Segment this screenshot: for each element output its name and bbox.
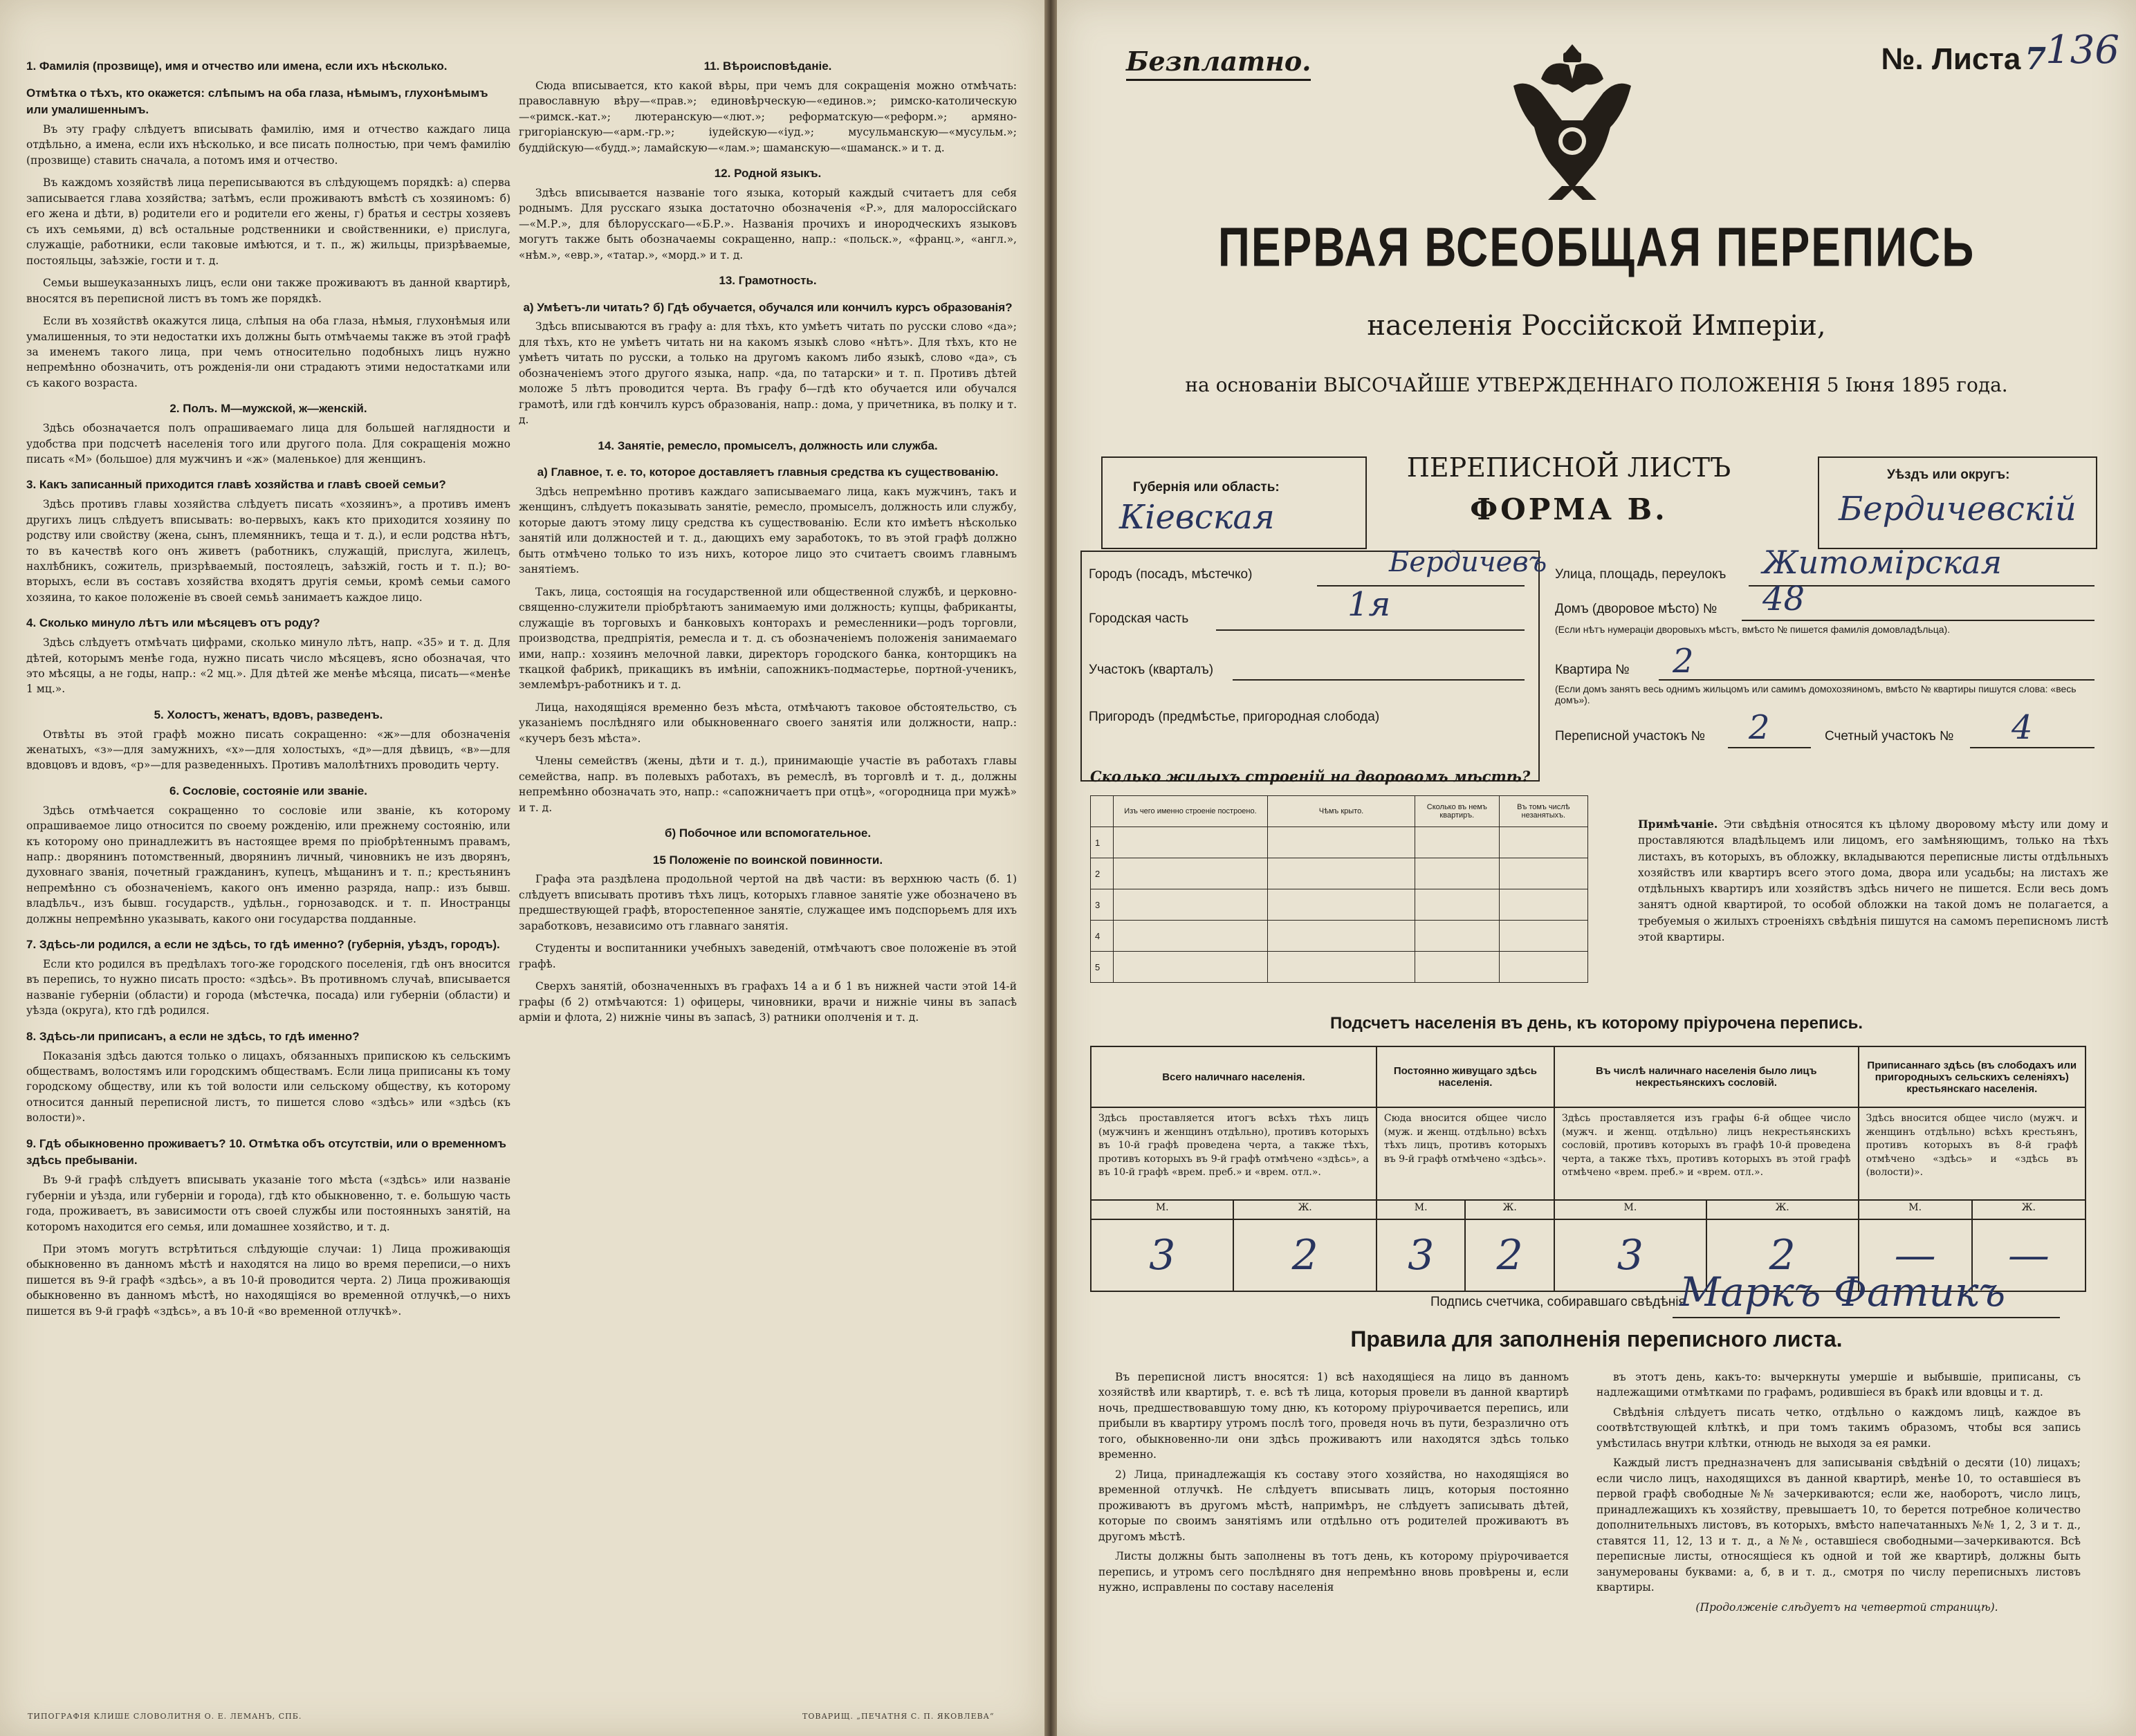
imprint-right: ТОВАРИЩ. „ПЕЧАТНЯ С. П. ЯКОВЛЕВА“ — [802, 1712, 995, 1721]
buildings-header-row — [1091, 796, 1588, 827]
count-header-peasant: Приписаннаго здѣсь (въ слободахъ или пригородныхъ сельскихъ селеніяхъ) крестьянскаго населенія. — [1859, 1046, 2086, 1107]
guberniya-value[interactable]: Кіевская — [1119, 498, 1275, 537]
instruction-paragraph: Если въ хозяйствѣ окажутся лица, слѣпыя на оба глаза, нѣмыя, глухонѣмыя или умалишенныя, то эти недостатки ихъ должны быть отмѣчаемы также въ этой графѣ за именемъ такого лица, при чемъ относительно подобныхъ лицъ нужно непремѣнно обозначить, отъ рожденія-ли они страдаютъ этими недостатками или съ какого возраста. — [26, 315, 510, 389]
section-heading: 6. Сословіе, состояніе или званіе. — [169, 784, 367, 797]
instruction-paragraph: Здѣсь обозначается полъ опрашиваемаго лица для большей наглядности и удобства при подсчетѣ населенія того или другого пола. Для сокращенія можно писать «М» (большое) для мужчинъ и «ж» (маленькое) для женщинъ. — [26, 422, 510, 465]
section-heading: 8. Здѣсь-ли приписанъ, а если не здѣсь, то гдѣ именно? — [26, 1029, 360, 1043]
chast-line — [1216, 629, 1525, 631]
count-header-row — [1091, 1046, 2086, 1107]
non-peasant-male-value[interactable]: 3 — [1554, 1219, 1706, 1291]
main-title: ПЕРВАЯ ВСЕОБЩАЯ ПЕРЕПИСЬ — [1217, 216, 1976, 278]
gorod-label: Городъ (посадъ, мѣстечко) — [1089, 567, 1253, 582]
instruction-paragraph: Въ каждомъ хозяйствѣ лица переписываются въ слѣдующемъ порядкѣ: а) сперва записывается глава хозяйства; затѣмъ, если проживаютъ вмѣстѣ съ хозяиномъ: б) его жена и дѣти, в) родители его и родители его жены, г) братья и сестры хозяевъ съ ихъ семьями, д) всѣ остальные родственники и свойственники, е) прислуга, служащіе, работники, если таковые имѣются, и т. п., ж) жильцы, призрѣваемые, постояльцы, заѣзжіе, гости и т. д. — [26, 176, 510, 267]
female-label: Ж. — [1706, 1200, 1859, 1219]
schetny-label: Счетный участокъ № — [1825, 729, 1954, 744]
buildings-cell[interactable] — [1499, 952, 1587, 983]
left-page — [0, 0, 1044, 1736]
instruction-paragraph: Графа эта раздѣлена продольной чертой на двѣ части: въ верхнюю часть (б. 1) слѣдуетъ вписывать противъ тѣхъ лицъ, которыхъ главное занятіе уже обозначено въ предшествующей графѣ, второстепенное занятіе, служащее имъ подспорьемъ для ихъ заработковъ, независимо отъ главнаго занятія. — [519, 873, 1017, 932]
male-label: М. — [1091, 1200, 1233, 1219]
permanent-male-value[interactable]: 3 — [1377, 1219, 1466, 1291]
male-label: М. — [1554, 1200, 1706, 1219]
count-desc-present: Здѣсь проставляется итогъ всѣхъ тѣхъ лицъ (мужчинъ и женщинъ отдѣльно), противъ которыхъ въ 10-й графѣ проведена черта, а также тѣхъ, противъ которыхъ въ 9-й графѣ отмѣчено «здѣсь», а въ 10-й графѣ «врем. преб.» и «врем. отл.». — [1091, 1107, 1377, 1200]
buildings-row — [1091, 889, 1588, 921]
section-heading: Отмѣтка о тѣхъ, кто окажется: слѣпымъ на оба глаза, нѣмымъ, глухонѣмымъ или умалишеннымъ. — [26, 86, 488, 117]
section-heading: 2. Полъ. М—мужской, ж—женскій. — [169, 402, 367, 416]
buildings-row-num: 3 — [1091, 889, 1114, 921]
uchastok-label: Участокъ (кварталъ) — [1089, 663, 1214, 677]
buildings-question: Сколько жилыхъ строеній на дворовомъ мѣстѣ? — [1090, 768, 1531, 785]
note-text: Эти свѣдѣнія относятся къ цѣлому дворовому мѣсту или дому и проставляются владѣльцемъ или лицомъ, его замѣняющимъ, только на тѣхъ листахъ, въ которыхъ, въ обложку, вкладываются переписные листы отдѣльныхъ хозяйствъ или квартиръ всего этого дома, двора или усадьбы; на листахъ же отдѣльныхъ квартиръ или хозяйствъ здѣсь ничего не пишется. Если весь домъ занятъ одной квартирой, то особой обложки на такой домъ не полагается, а требуемыя о жилыхъ строеніяхъ свѣдѣнія пишутся на самомъ переписномъ листѣ этой квартиры. — [1638, 818, 2108, 943]
right-page — [1057, 0, 2136, 1736]
rule-paragraph: 2) Лица, принадлежащія къ составу этого хозяйства, но находящіяся во временной отлучкѣ. Не слѣдуетъ вписывать лицъ, которыя постоянно проживаютъ въ другомъ мѣстѣ, напримѣръ, не слѣдуетъ записывать дѣтей, которые по своимъ занятіямъ или отдѣльно отъ родителей проживаютъ въ другомъ мѣстѣ. — [1098, 1468, 1569, 1543]
permanent-female-value[interactable]: 2 — [1465, 1219, 1554, 1291]
male-label: М. — [1859, 1200, 1972, 1219]
buildings-cell[interactable] — [1114, 952, 1268, 983]
buildings-header-material: Изъ чего именно строеніе построено. — [1114, 796, 1268, 827]
buildings-row — [1091, 858, 1588, 889]
dom-value[interactable]: 48 — [1762, 580, 1805, 618]
instruction-paragraph: Здѣсь вписывается названіе того языка, который каждый считаетъ для себя роднымъ. Для русскаго языка достаточно обозначенія «Р.», для малороссійскаго—«М.Р.», для бѣлорусскаго—«Б.Р.». Названія прочихъ и инородческихъ языковъ могутъ также быть обозначаемы сокращенно, напр.: «польск.», «франц.», «англ.», «нѣм.», «евр.», «татар.», «морд.» и т. д. — [519, 186, 1017, 261]
buildings-cell[interactable] — [1268, 952, 1415, 983]
buildings-cell[interactable] — [1415, 889, 1500, 921]
perepisnoy-label: Переписной участокъ № — [1555, 729, 1706, 744]
count-desc-non-peasant: Здѣсь проставляется изъ графы 6-й общее число (мужч. и женщ. отдѣльно) лицъ некрестьянскихъ сословій, противъ которыхъ въ графѣ 10-й проведена черта, а также тѣхъ, противъ которыхъ въ этой графѣ отмѣчено «врем. преб.» и «врем. отл.». — [1554, 1107, 1859, 1200]
rule-paragraph: Въ переписной листъ вносятся: 1) всѣ находящіеся на лицо въ данномъ хозяйствѣ или квартирѣ, т. е. всѣ тѣ лица, которыя провели въ данной квартирѣ ночь, предшествовавшую тому дню, къ которому пріурочивается перепись, или прибыли въ квартиру утромъ послѣ того, проведя ночь въ пути, безразлично отъ того, обыкновенно-ли они здѣсь проживаютъ или находятся здѣсь только временно. — [1098, 1371, 1569, 1461]
buildings-cell[interactable] — [1499, 858, 1587, 889]
section-heading: 11. Вѣроисповѣданіе. — [703, 59, 832, 73]
double-headed-eagle-icon — [1500, 37, 1645, 203]
sheet-number-value: 7 — [2025, 41, 2046, 77]
population-count-table — [1090, 1046, 2086, 1292]
rules-column-left — [1098, 1369, 1569, 1600]
instruction-paragraph: Здѣсь противъ главы хозяйства слѣдуетъ писать «хозяинъ», а противъ именъ другихъ лицъ слѣдуетъ вписывать: во-первыхъ, какъ кто приходится хозяину по родству или свойству (жена, сынъ, племянникъ, теща и т. д.), и если родства нѣтъ, то въ качествѣ кого онъ живетъ (работникъ, служащій, прислуга, жилецъ, нахлѣбникъ, сожитель, призрѣваемый, постоялецъ, заѣзжій, гость и т. п.); во-вторыхъ, если въ составъ хозяйства входятъ другія семьи, кромѣ семьи самого хозяина, то какое положеніе въ своей семьѣ занимаетъ каждое лицо. — [26, 498, 510, 604]
section-heading: 13. Грамотность. — [719, 273, 817, 287]
section-heading: 15 Положеніе по воинской повинности. — [652, 853, 883, 867]
instruction-paragraph: Семьи вышеуказанныхъ лицъ, если они также проживаютъ въ данной квартирѣ, вносятся въ переписной листъ въ томъ же порядкѣ. — [26, 277, 510, 305]
buildings-cell[interactable] — [1114, 827, 1268, 858]
buildings-cell[interactable] — [1415, 921, 1500, 952]
kvartira-line — [1659, 679, 2094, 681]
dom-note: (Если нѣтъ нумераціи дворовыхъ мѣстъ, вмѣсто № пишется фамилія домовладѣльца). — [1555, 624, 1951, 635]
signature-line — [1673, 1317, 2060, 1318]
dom-label: Домъ (дворовое мѣсто) № — [1555, 602, 1718, 616]
buildings-cell[interactable] — [1499, 827, 1587, 858]
rules-continuation: (Продолженіе слѣдуетъ на четвертой страницѣ). — [1695, 1600, 1998, 1614]
prigorod-label: Пригородъ (предмѣстье, пригородная слобода) — [1089, 710, 1380, 724]
instruction-paragraph: Члены семействъ (жены, дѣти и т. д.), принимающіе участіе въ работахъ главы семейства, напр. въ полевыхъ работахъ, въ ремеслѣ, въ торговлѣ и т. д., должны непремѣнно обозначать это, напр.: «сапожничаетъ при отцѣ», «огородница при мужѣ» и т. д. — [519, 755, 1017, 814]
guberniya-label: Губернія или область: — [1133, 480, 1280, 495]
kvartira-note: (Если домъ занятъ весь однимъ жильцомъ или самимъ домохозяиномъ, вмѣсто № квартиры пишутся слова: «весь домъ»). — [1555, 683, 2077, 705]
uezd-value[interactable]: Бердичевскій — [1839, 490, 2077, 528]
instruction-paragraph: Сюда вписывается, кто какой вѣры, при чемъ для сокращенія можно отмѣчать: православную вѣру—«прав.»; единовѣрческую—«единов.»; римско-католическую—«римск.-кат.»; лютеранскую—«лют.»; реформатскую—«реформ.»; армяно-григоріанскую—«арм.-гр.»; іудейскую—«іуд.»; мусульманскую—«мусульм.»; буддійскую—«будд.»; ламайскую—«лам.»; шаманскую—«шаманск.» и т. д. — [519, 79, 1017, 154]
gorod-value[interactable]: Бердичевъ — [1389, 546, 1547, 578]
sheet-number — [1881, 41, 2046, 77]
present-female-value[interactable]: 2 — [1233, 1219, 1376, 1291]
rule-paragraph: въ этотъ день, какъ-то: вычеркнуты умершіе и выбывшіе, приписаны, съ надлежащими отмѣтками по графамъ, родившіеся въ бракѣ или вдовцы и т. д. — [1596, 1371, 2081, 1399]
section-heading: 14. Занятіе, ремесло, промыселъ, должность или служба. — [598, 438, 938, 452]
rules-title: Правила для заполненія переписного листа. — [1350, 1327, 1843, 1351]
buildings-cell[interactable] — [1114, 921, 1268, 952]
form-title: ПЕРЕПИСНОЙ ЛИСТЪ — [1406, 452, 1731, 483]
non-peasant-female-value[interactable]: 2 — [1706, 1219, 1859, 1291]
instruction-paragraph: Отвѣты въ этой графѣ можно писать сокращенно: «ж»—для обозначенія женатыхъ, «з»—для замужнихъ, «х»—для холостыхъ, «д»—для дѣвицъ, «в»—для вдовцовъ и вдовъ, «р»—для разведенныхъ. Противъ малолѣтнихъ проводить черту. — [26, 728, 510, 772]
rule-paragraph: Листы должны быть заполнены въ тотъ день, къ которому пріурочивается перепись, и утромъ сего послѣдняго дня непремѣнно вновь провѣрены и, если нужно, исправлены по составу населенія — [1098, 1550, 1569, 1594]
instruction-paragraph: Если кто родился въ предѣлахъ того-же городского поселенія, гдѣ онъ вносится въ перепись, то нужно писать просто: «здѣсь». Въ противномъ случаѣ, вписывается названіе губерніи (области) и города (мѣстечка, посада) или губерніи (области) и уѣзда (округа), кто гдѣ родился. — [26, 957, 510, 1017]
chast-label: Городская часть — [1089, 611, 1189, 626]
peasant-male-value[interactable]: — — [1859, 1219, 1972, 1291]
instruction-paragraph: Въ эту графу слѣдуетъ вписывать фамилію, имя и отчество каждаго лица отдѣльно, а имена, если ихъ нѣсколько, и все писать полностью, при чемъ фамилію (прозвище) ставить сначала, а потомъ имя и отчество. — [26, 122, 510, 167]
instruction-paragraph: Въ 9-й графѣ слѣдуетъ вписывать указаніе того мѣста («здѣсь» или названіе губерніи и уѣзда, или губерніи и города), гдѣ кто обыкновенно, т. е. большую часть года, проживаетъ, въ зависимости отъ своей службы или постоянныхъ занятій, на которомъ находится его семья, или домашнее хозяйство, и т. д. — [26, 1174, 510, 1233]
kvartira-value[interactable]: 2 — [1673, 642, 1694, 681]
uezd-label: Уѣздъ или округъ: — [1887, 468, 2010, 482]
instructions-column-left — [26, 48, 510, 1326]
count-desc-permanent: Сюда вносится общее число (муж. и женщ. отдѣльно) всѣхъ тѣхъ лицъ, противъ которыхъ въ 9-й графѣ отмѣчено «здѣсь». — [1377, 1107, 1554, 1200]
section-heading: 3. Какъ записанный приходится главѣ хозяйства и главѣ своей семьи? — [26, 478, 446, 492]
section-heading: а) Умѣетъ-ли читать? б) Гдѣ обучается, обучался или кончилъ курсъ образованія? — [523, 300, 1013, 314]
buildings-header-num — [1091, 796, 1114, 827]
section-heading: 12. Родной языкъ. — [714, 166, 822, 180]
female-label: Ж. — [1465, 1200, 1554, 1219]
free-label: Безплатно. — [1126, 46, 1311, 77]
note-label: Примѣчаніе. — [1638, 818, 1718, 831]
instruction-paragraph: Такъ, лица, состоящія на государственной или общественной службѣ, и церковно-священно-служители пріобрѣтаютъ занимаемую ими должность; купцы, фабриканты, служащіе въ торговыхъ и банковыхъ конторахъ и ремесленники—родъ торговли, производства, предпріятія, ремесла и т. д. съ обозначеніемъ положенія занимаемаго ими, напр.: хозяинъ мелочной лавки, директоръ городского банка, конторщикъ на ткацкой фабрикѣ, прикащикъ въ имѣніи, сапожникъ-подмастерье, портной-ученикъ, землемѣръ-работникъ и т. д. — [519, 585, 1017, 692]
rule-paragraph: Свѣдѣнія слѣдуетъ писать четко, отдѣльно о каждомъ лицѣ, каждое въ соотвѣтствующей клѣткѣ, и при томъ такимъ образомъ, чтобы вся запись умѣстилась внутри клѣтки, отнюдь не выходя за ея рамки. — [1596, 1405, 2081, 1450]
section-heading: 7. Здѣсь-ли родился, а если не здѣсь, то гдѣ именно? (губернія, уѣздъ, городъ). — [26, 938, 500, 952]
uchastok-line — [1233, 679, 1525, 681]
dom-line — [1742, 620, 2094, 621]
buildings-row-num: 4 — [1091, 921, 1114, 952]
signature-label: Подпись счетчика, собиравшаго свѣдѣнія — [1430, 1295, 1686, 1309]
instruction-paragraph: Сверхъ занятій, обозначенныхъ въ графахъ 14 а и б 1 въ нижней части этой 14-й графы (б 2) отмѣчаются: 1) офицеры, чиновники, врачи и нижніе чины въ запасѣ арміи и флота, 2) нижніе чины въ запасѣ, 3) ратники ополченія и т. д. — [519, 980, 1017, 1024]
buildings-row — [1091, 952, 1588, 983]
ulitsa-label: Улица, площадь, переулокъ — [1555, 567, 1727, 582]
buildings-row — [1091, 921, 1588, 952]
count-desc-row — [1091, 1107, 2086, 1200]
buildings-cell[interactable] — [1268, 889, 1415, 921]
instruction-paragraph: Студенты и воспитанники учебныхъ заведеній, отмѣчаютъ свое положеніе въ этой графѣ. — [519, 942, 1017, 970]
instruction-paragraph: Здѣсь слѣдуетъ отмѣчать цифрами, сколько минуло лѣтъ, напр. «35» и т. д. Для дѣтей, которымъ менѣе года, нужно писать число мѣсяцевъ, ясно обозначая, что это мѣсяцы, а не годы, напр.: «2 мц.». Для дѣтей же менѣе мѣсяца, писать—«менѣе 1 мц.». — [26, 636, 510, 696]
section-heading: 4. Сколько минуло лѣтъ или мѣсяцевъ отъ роду? — [26, 616, 320, 630]
buildings-note — [1638, 816, 2108, 945]
buildings-cell[interactable] — [1268, 827, 1415, 858]
buildings-table — [1090, 795, 1588, 983]
book-gutter — [1044, 0, 1057, 1736]
count-title: Подсчетъ населенія въ день, къ которому пріурочена перепись. — [1330, 1014, 1863, 1033]
instructions-column-right — [519, 48, 1017, 1033]
section-heading: 9. Гдѣ обыкновенно проживаетъ? 10. Отмѣтка объ отсутствіи, или о временномъ здѣсь пребываніи. — [26, 1136, 506, 1167]
instruction-paragraph: Здѣсь вписываются въ графу а: для тѣхъ, кто умѣетъ читать по русски слово «да»; для тѣхъ, кто не умѣетъ читать ни на какомъ языкѣ слово «нѣтъ». Для тѣхъ, кто не умѣетъ читать по русски, а только на другомъ какомъ либо языкѣ, слово «да», съ обозначеніемъ этого другого языка, напр. «да, по татарски» и т. п. Противъ дѣтей моложе 5 лѣтъ проводится черта. Въ графу б—гдѣ кто обучается или обучался грамотѣ, или гдѣ кончилъ курсъ образованія, напр.: дома, у причетника, въ полку и т. д. — [519, 320, 1017, 427]
buildings-cell[interactable] — [1499, 921, 1587, 952]
rule-paragraph: Каждый листъ предназначенъ для записыванія свѣдѣній о десяти (10) лицахъ; если число лицъ, находящихся въ данной квартирѣ, менѣе 10, то оставшіеся въ первой графѣ свободные №№ зачеркиваются; если же, наоборотъ, число лицъ, принадлежащихъ къ хозяйству, превышаетъ 10, то берется потребное количество дополнительныхъ листовъ, въ которыхъ, вмѣсто напечатанныхъ №№ 1, 2, 3 и т. д., ставятся 11, 12, 13 и т. д., а №№, оставшіеся свободными—зачеркиваются. Всѣ переписные листы, относящіеся къ одной и той же квартирѣ, должны быть занумерованы буквами: а, б, в и т. д., смотря по числу переписныхъ листовъ квартиры. — [1596, 1457, 2081, 1594]
perepisnoy-line — [1728, 747, 1811, 748]
signature-value[interactable]: Маркъ Фатикъ — [1679, 1268, 2006, 1315]
instruction-paragraph: Здѣсь непремѣнно противъ каждаго записываемаго лица, какъ мужчинъ, такъ и женщинъ, слѣдуетъ показывать занятіе, ремесло, промыселъ, должность или службу, которые даютъ этому лицу средства къ существованію. Если кто имѣетъ нѣсколько занятій или должностей и т. д., дающихъ ему заработокъ, то въ этой графѣ должно быть отмѣчено только то изъ нихъ, которое лицо это считаетъ своимъ главнымъ занятіемъ. — [519, 485, 1017, 576]
buildings-header-apartments: Сколько въ немъ квартиръ. — [1415, 796, 1500, 827]
schetny-line — [1970, 747, 2094, 748]
buildings-cell[interactable] — [1415, 952, 1500, 983]
buildings-row-num: 1 — [1091, 827, 1114, 858]
buildings-cell[interactable] — [1415, 858, 1500, 889]
section-heading: б) Побочное или вспомогательное. — [664, 827, 872, 840]
instruction-paragraph: При этомъ могутъ встрѣтиться слѣдующіе случаи: 1) Лица проживающія обыкновенно въ данномъ мѣстѣ и находятся на лицо во время переписи,—о нихъ пишется въ 9-й графѣ «здѣсь», а въ 10-й проводится черта. 2) Лица проживающія обыкновенно въ данномъ мѣстѣ, но находящіяся во временной отлучкѣ,—о нихъ пишется въ 9-й графѣ «здѣсь», а въ 10-й «во временной отлучкѣ». — [26, 1243, 510, 1318]
buildings-cell[interactable] — [1268, 921, 1415, 952]
sheet-number-label: №. Листа — [1881, 42, 2021, 76]
buildings-cell[interactable] — [1268, 858, 1415, 889]
buildings-cell[interactable] — [1499, 889, 1587, 921]
section-heading: 1. Фамилія (прозвище), имя и отчество или имена, если ихъ нѣсколько. — [26, 59, 448, 73]
buildings-cell[interactable] — [1415, 827, 1500, 858]
rules-column-right — [1596, 1369, 2081, 1619]
chast-value[interactable]: 1я — [1347, 585, 1391, 624]
buildings-header-roof: Чѣмъ крыто. — [1268, 796, 1415, 827]
peasant-female-value[interactable]: — — [1972, 1219, 2086, 1291]
male-label: М. — [1377, 1200, 1466, 1219]
instruction-paragraph: Здѣсь отмѣчается сокращенно то сословіе или званіе, къ которому опрашиваемое лицо относится по своему рожденію, или прежнему состоянію, или къ которому оно принадлежитъ въ настоящее время по пріобрѣтеннымъ правамъ, напр.: дворянинъ потомственный, дворянинъ личный, чиновникъ не изъ дворянъ, духовнаго званія, почетный гражданинъ, купецъ, мѣщанинъ и т. п.; крестьянинъ непремѣнно съ обозначеніемъ, какого онъ именно разряда, напр.: изъ бывш. владѣльч., изъ бывш. государств., удѣльн., горнозаводск. и т. п. Иностранцы должны непремѣнно указывать, какого они государства подданные. — [26, 804, 510, 925]
section-heading: а) Главное, т. е. то, которое доставляетъ главныя средства къ существованію. — [537, 465, 999, 479]
buildings-cell[interactable] — [1114, 889, 1268, 921]
instruction-paragraph: Показанія здѣсь даются только о лицахъ, обязанныхъ припискою къ сельскимъ обществамъ, волостямъ или городскимъ обществамъ. Если лица приписаны къ тому городскому обществу, или къ той волости или сельскому обществу, къ которому относится данный переписной листъ, то пишется слово «здѣсь» или «здѣсь (къ волости)». — [26, 1049, 510, 1125]
buildings-cell[interactable] — [1114, 858, 1268, 889]
female-label: Ж. — [1233, 1200, 1376, 1219]
buildings-row — [1091, 827, 1588, 858]
count-header-permanent: Постоянно живущаго здѣсь населенія. — [1377, 1046, 1554, 1107]
decree-line: на основаніи ВЫСОЧАЙШЕ УТВЕРЖДЕННАГО ПОЛОЖЕНІЯ 5 Іюня 1895 года. — [1185, 373, 2008, 396]
section-heading: 5. Холостъ, женатъ, вдовъ, разведенъ. — [154, 708, 383, 721]
female-label: Ж. — [1972, 1200, 2086, 1219]
count-sex-row — [1091, 1200, 2086, 1219]
kvartira-label: Квартира № — [1555, 663, 1630, 677]
buildings-row-num: 5 — [1091, 952, 1114, 983]
archive-number: 136 — [2045, 28, 2119, 73]
buildings-header-vacant: Въ томъ числѣ незанятыхъ. — [1499, 796, 1587, 827]
schetny-value[interactable]: 4 — [2011, 708, 2033, 747]
subtitle: населенія Россійской Имперіи, — [1367, 310, 1826, 342]
count-header-present: Всего наличнаго населенія. — [1091, 1046, 1377, 1107]
form-subtitle: ФОРМА В. — [1470, 492, 1668, 526]
ulitsa-value[interactable]: Житомірская — [1762, 544, 2002, 581]
buildings-row-num: 2 — [1091, 858, 1114, 889]
imprint-left: ТИПОГРАФІЯ КЛИШЕ СЛОВОЛИТНЯ О. Е. ЛЕМАНЪ, СПБ. — [28, 1712, 302, 1721]
perepisnoy-value[interactable]: 2 — [1749, 708, 1770, 747]
instruction-paragraph: Лица, находящіяся временно безъ мѣста, отмѣчаютъ таковое обстоятельство, съ указаніемъ послѣдняго или обыкновеннаго своего занятія или должности, напр.: «кучеръ безъ мѣста». — [519, 701, 1017, 745]
present-male-value[interactable]: 3 — [1091, 1219, 1233, 1291]
count-desc-peasant: Здѣсь вносится общее число (мужч. и женщинъ отдѣльно) всѣхъ крестьянъ, противъ которыхъ въ 8-й графѣ отмѣчено «здѣсь» и «здѣсь въ (волости)». — [1859, 1107, 2086, 1200]
count-header-non-peasant: Въ числѣ наличнаго населенія было лицъ некрестьянскихъ сословій. — [1554, 1046, 1859, 1107]
